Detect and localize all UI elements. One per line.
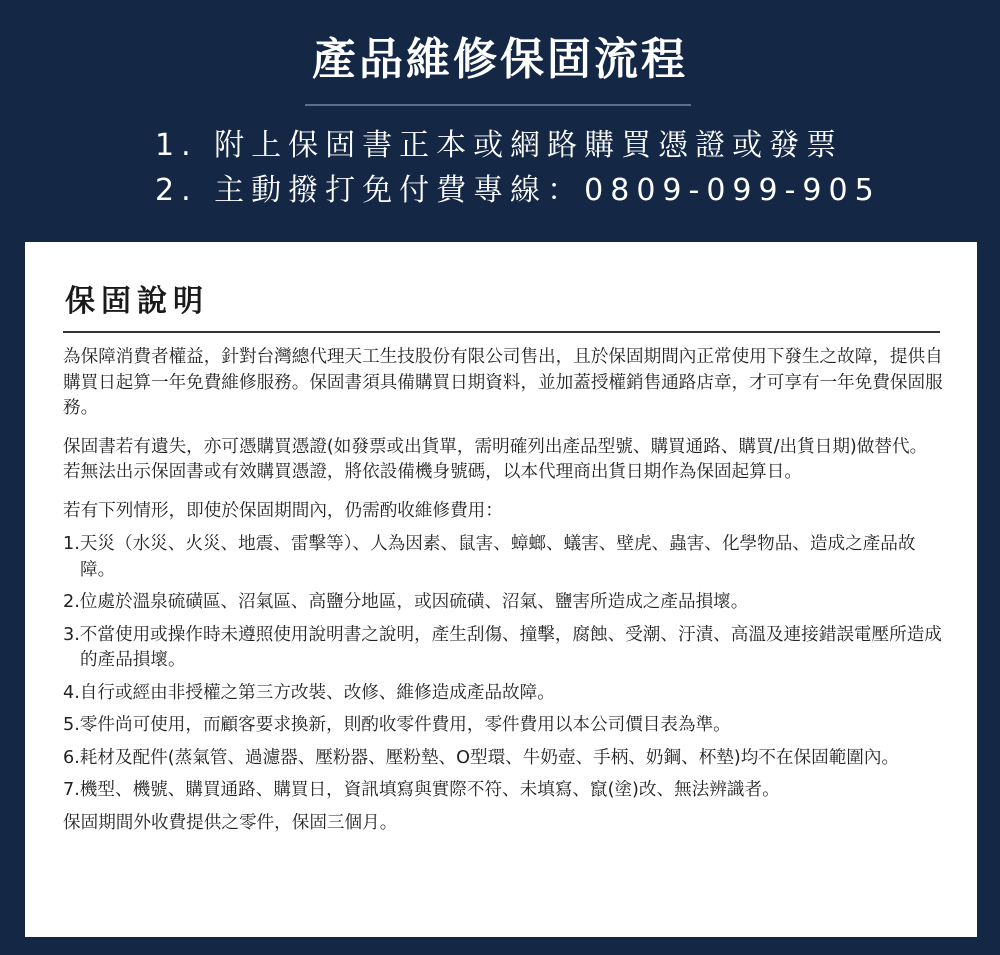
lost-certificate-paragraph: 保固書若有遺失，亦可憑購買憑證(如發票或出貨單，需明確列出產品型號、購買通路、購買/出貨日期)做替代。若無法出示保固書或有效購買憑證，將依設備機身號碼，以本代理商出貨日期作為保固起算日。 [63,436,928,482]
warranty-content [63,345,943,836]
spacer [63,804,943,811]
exclusion-item-2: 2.位處於溫泉硫磺區、沼氣區、高鹽分地區，或因硫磺、沼氣、鹽害所造成之產品損壞。 [63,592,749,612]
section-divider [63,331,940,333]
warranty-panel [25,242,977,937]
exclusion-item-1: 1.天災（水災、火災、地震、雷擊等）、人為因素、鼠害、蟑螂、蟻害、壁虎、蟲害、化學物品、造成之產品故障。 [63,534,916,580]
spacer [63,422,943,435]
step-1-text: 1. 附上保固書正本或網路購買憑證或發票 [155,128,844,163]
exclusion-item-6: 6.耗材及配件(蒸氣管、過濾器、壓粉器、壓粉墊、O型環、牛奶壺、手柄、奶鋼、杯墊)均不在保固範圍內。 [63,747,900,768]
page-title: 產品維修保固流程 [312,34,688,85]
exclusion-item-7: 7.機型、機號、購買通路、購買日，資訊填寫與實際不符、未填寫、竄(塗)改、無法辨識者。 [63,780,780,800]
footer-note: 保固期間外收費提供之零件，保固三個月。 [63,812,398,833]
exclusions-heading: 若有下列情形，即使於保固期間內，仍需酌收維修費用： [63,500,503,521]
exclusion-item-5: 5.零件尚可使用，而顧客要求換新，則酌收零件費用，零件費用以本公司價目表為準。 [63,715,731,735]
step-2-text: 2. 主動撥打免付費專線：0809-099-905 [155,173,881,208]
spacer [63,486,943,499]
spacer [63,524,943,532]
exclusion-item-3: 3.不當使用或操作時未遵照使用說明書之說明，產生刮傷、撞擊，腐蝕、受潮、汙漬、高溫及連接錯誤電壓所造成的產品損壞。 [63,624,942,670]
exclusion-item-4: 4.自行或經由非授權之第三方改裝、改修、維修造成產品故障。 [63,682,555,703]
title-divider [305,104,691,106]
warranty-intro-paragraph: 為保障消費者權益，針對台灣總代理天工生技股份有限公司售出，且於保固期間內正常使用下發生之故障，提供自購買日起算一年免費維修服務。保固書須具備購買日期資料，並加蓋授權銷售通路店章，才可享有一年免費保固服務。 [63,347,943,418]
section-title: 保固說明 [65,284,209,319]
